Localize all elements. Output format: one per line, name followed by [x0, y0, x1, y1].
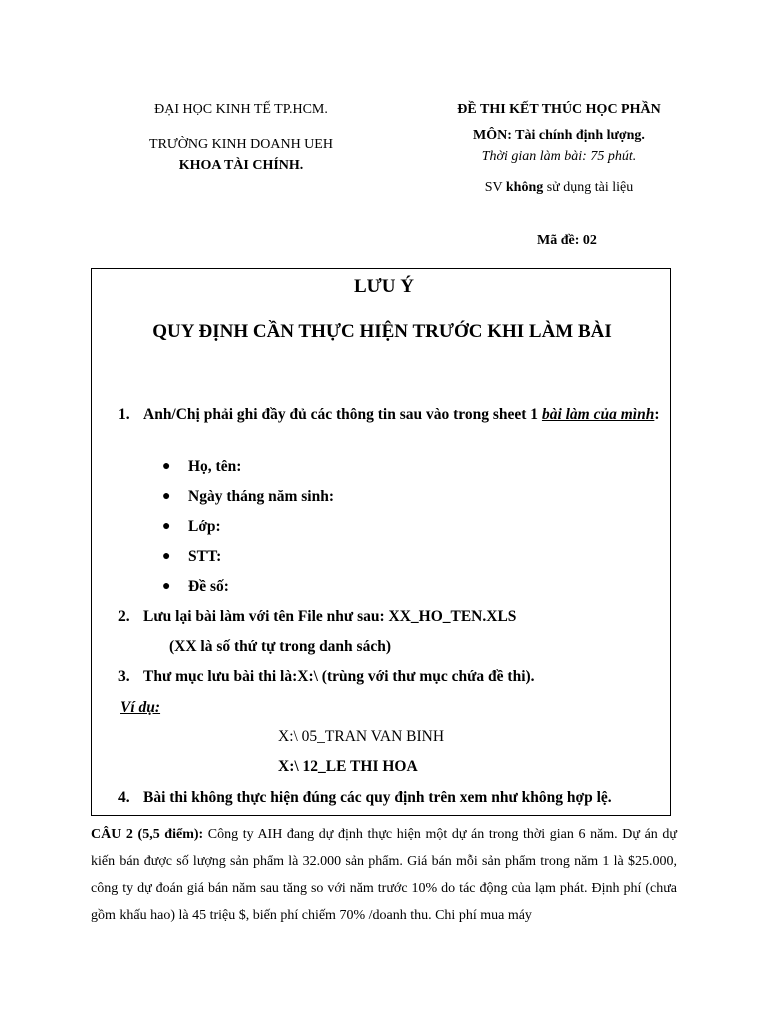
question-2-text: Công ty AIH đang dự định thực hiện một dự án trong thời gian 6 năm. Dự án dự kiến bán được số lượng sản phẩm là 32.000 sản phẩm. Giá bán mỗi sản phẩm trong năm 1 là $25.000, công ty dự đoán giá bán năm sau tăng so với năm trước 10% do tác động của lạm phát. Định phí (chưa gồm khấu hao) là 45 triệu $, biến phí chiếm 70% /doanh thu. Chi phí mua máy [91, 827, 677, 923]
item-number: 4. [118, 789, 130, 806]
materials-suffix: sử dụng tài liệu [543, 180, 634, 195]
university-name: ĐẠI HỌC KINH TẾ TP.HCM. [154, 102, 328, 117]
bullet-item: Đề số: [188, 578, 229, 595]
materials-bold: không [505, 180, 544, 195]
school-name: TRƯỜNG KINH DOANH UEH [149, 137, 333, 152]
item-text: Thư mục lưu bài thi là:X:\ (trùng với thư mục chứa đề thi). [143, 668, 535, 685]
exam-title: ĐỀ THI KẾT THÚC HỌC PHẦN [457, 102, 661, 117]
item1-emphasis: bài làm của mình [541, 406, 655, 423]
subject-line: MÔN: Tài chính định lượng. [473, 128, 645, 143]
faculty-name: KHOA TÀI CHÍNH. [178, 158, 304, 173]
notice-title: LƯU Ý [354, 276, 414, 297]
bullet-icon: ● [162, 519, 171, 534]
item-number: 2. [118, 608, 130, 625]
bullet-icon: ● [162, 459, 171, 474]
example-path-1: X:\ 05_TRAN VAN BINH [278, 728, 445, 745]
item1-text-main: Anh/Chị phải ghi đầy đủ các thông tin sau vào trong sheet 1 [143, 406, 542, 423]
item1-colon: : [654, 406, 660, 423]
question-2-paragraph [91, 821, 677, 929]
bullet-item: Lớp: [188, 518, 221, 535]
duration-line: Thời gian làm bài: 75 phút. [481, 149, 637, 164]
bullet-icon: ● [162, 549, 171, 564]
materials-prefix: SV [484, 180, 506, 195]
bullet-icon: ● [162, 579, 171, 594]
bullet-item: STT: [188, 548, 222, 565]
left-header [110, 101, 372, 192]
notice-subtitle: QUY ĐỊNH CẦN THỰC HIỆN TRƯỚC KHI LÀM BÀI [152, 321, 612, 342]
bullet-item: Họ, tên: [188, 458, 242, 475]
item-text: Lưu lại bài làm với tên File như sau: XX_HO_TEN.XLS [143, 608, 517, 625]
bullet-icon: ● [162, 489, 171, 504]
item-number: 3. [118, 668, 130, 685]
exam-code: Mã đề: 02 [537, 233, 597, 248]
item-note: (XX là số thứ tự trong danh sách) [169, 638, 391, 655]
bullet-item: Ngày tháng năm sinh: [188, 488, 334, 505]
example-label: Ví dụ: [120, 699, 161, 716]
materials-line [428, 179, 690, 197]
right-header [428, 101, 690, 197]
question-2-label: CÂU 2 (5,5 điểm): [91, 827, 204, 842]
item-text: Bài thi không thực hiện đúng các quy định trên xem như không hợp lệ. [143, 789, 612, 806]
item-number: 1. [118, 406, 130, 423]
item-text [143, 403, 665, 427]
example-path-2: X:\ 12_LE THI HOA [278, 758, 418, 775]
